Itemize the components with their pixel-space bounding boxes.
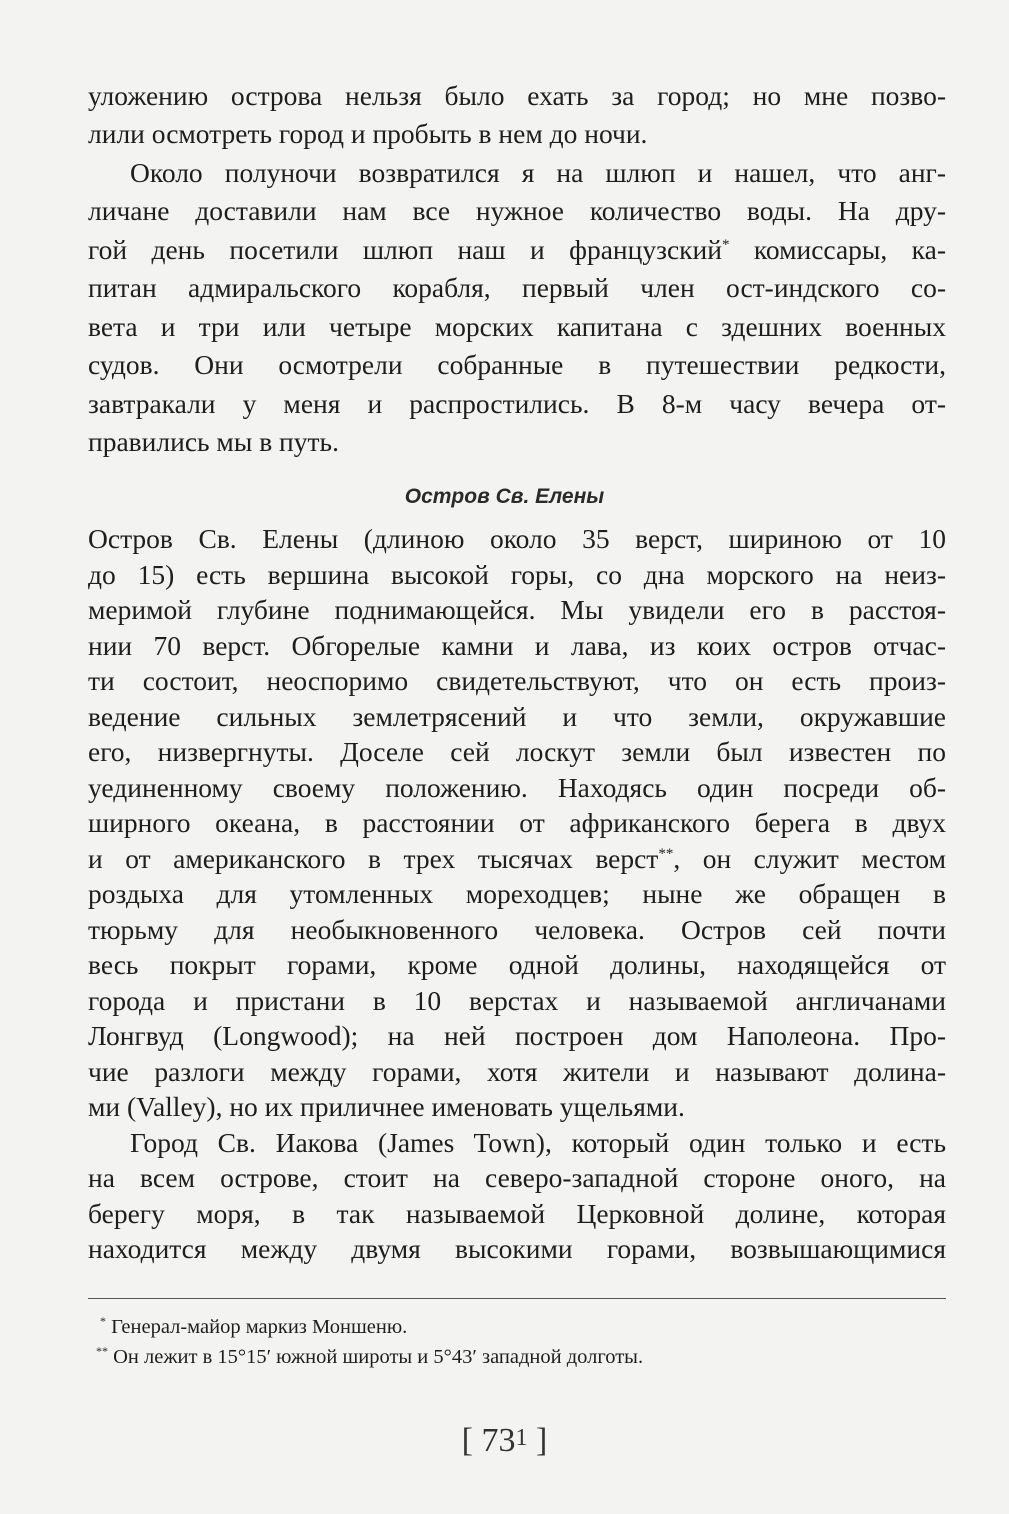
text-span: и от американского в трех тысячах верст [88, 842, 659, 874]
footnote-ref: * [721, 236, 730, 253]
footnote-mark: * [100, 1314, 106, 1329]
footnote-divider [88, 1298, 946, 1299]
text-line: ми (Valley), но их приличнее именовать ущельями. [88, 1091, 685, 1122]
text-line: завтракали у меня и распростились. В 8-м часу вечера от- [88, 388, 946, 419]
page-number-last: 1 [515, 1425, 528, 1451]
text-line: на всем острове, стоит на северо-западной стороне оного, на [88, 1162, 946, 1193]
text-line: вета и три или четыре морских капитана с здешних военных [88, 311, 946, 342]
text-span: , он служит местом [673, 842, 946, 874]
text-line: лили осмотреть город и пробыть в нем до ночи. [88, 118, 648, 149]
footnote-mark: ** [96, 1344, 108, 1359]
text-line: ширного океана, в расстоянии от африканского берега в двух [88, 807, 946, 838]
footnote-ref: ** [658, 845, 674, 862]
text-line: находится между двумя высокими горами, возвышающимися [88, 1233, 946, 1264]
text-line: Остров Св. Елены (длиною около 35 верст, шириною от 10 [88, 523, 946, 554]
text-line: его, низвергнуты. Доселе сей лоскут земли был известен по [88, 736, 946, 767]
text-line: Лонгвуд (Longwood); на ней построен дом Наполеона. Про- [88, 1020, 946, 1051]
footnote [100, 1314, 407, 1340]
text-line: правились мы в путь. [88, 426, 339, 457]
text-line [88, 234, 946, 266]
text-line: Около полуночи возвратился я на шлюп и нашел, что анг- [130, 157, 946, 188]
text-line: чие разлоги между горами, хотя жители и называют долина- [88, 1055, 946, 1087]
text-line: ти состоит, неоспоримо свидетельствуют, что он есть произ- [88, 665, 946, 696]
text-line [88, 843, 946, 875]
text-line: берегу моря, в так называемой Церковной долине, которая [88, 1197, 946, 1229]
text-line: уложению острова нельзя было ехать за город; но мне позво- [88, 80, 946, 111]
page-number: [ 731 ] [461, 1422, 548, 1459]
text-line: тюрьму для необыкновенного человека. Остров сей почти [88, 913, 946, 945]
text-line: нии 70 верст. Обгорелые камни и лава, из коих остров отчас- [88, 629, 946, 661]
footnote [96, 1344, 643, 1370]
text-line: судов. Они осмотрели собранные в путешествии редкости, [88, 349, 946, 380]
text-line: ведение сильных землетрясений и что земли, окружавшие [88, 700, 946, 732]
text-line: роздыха для утомленных мореходцев; ныне же обращен в [88, 878, 946, 909]
text-line: весь покрыт горами, кроме одной долины, находящейся от [88, 949, 946, 980]
text-line: личане доставили нам все нужное количество воды. На дру- [88, 195, 946, 226]
footnote-text: Генерал-майор маркиз Моншеню. [111, 1316, 408, 1338]
text-span: гой день посетили шлюп наш и французский [88, 234, 722, 265]
section-heading: Остров Св. Елены [404, 485, 605, 508]
text-line: города и пристани в 10 верстах и называемой англичанами [88, 984, 946, 1016]
text-line: меримой глубине поднимающейся. Мы увидели его в расстоя- [88, 594, 946, 625]
text-span: комиссары, ка- [753, 234, 946, 265]
text-line: питан адмиральского корабля, первый член ост-индского со- [88, 272, 946, 303]
footnote-text: Он лежит в 15°15′ южной широты и 5°43′ западной долготы. [113, 1346, 644, 1368]
page-number-main: 73 [481, 1422, 516, 1459]
text-line: до 15) есть вершина высокой горы, со дна морского на неиз- [88, 558, 946, 590]
text-line: Город Св. Иакова (James Town), который один только и есть [130, 1126, 946, 1158]
text-line: уединенному своему положению. Находясь один посреди об- [88, 771, 946, 803]
